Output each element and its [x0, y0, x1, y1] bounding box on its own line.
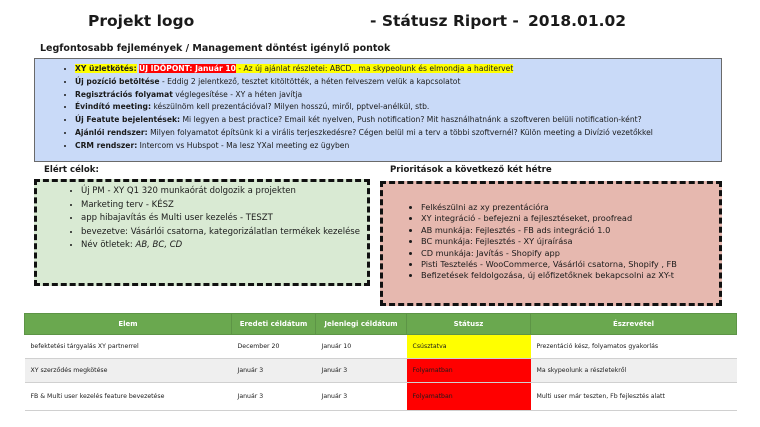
col-header-original-date: Eredeti céldátum [232, 314, 316, 335]
item-text: - Az új ajánlat részletei: ABCD.. ma skypeolunk és elmondja a haditervet [235, 64, 514, 73]
goals-label: Elért célok: [44, 165, 99, 175]
priorities-list [383, 184, 719, 282]
cell-original-date: December 20 [232, 335, 316, 359]
project-logo: Projekt logo [88, 12, 195, 30]
list-item [75, 101, 721, 114]
list-item [75, 127, 721, 140]
goals-box [34, 179, 370, 286]
col-header-item: Elem [25, 314, 232, 335]
list-item: • Befizetések feldolgozása, új előfizetőknek bekapcsolni az XY-t [421, 270, 719, 281]
item-key: Új pozíció betöltése [75, 76, 160, 86]
list-item: • bevezetve: Vásárlói csatorna, kategorizálatlan termékek kezelése [81, 226, 367, 240]
item-key: CRM rendszer: [75, 140, 138, 150]
list-item [81, 239, 367, 253]
cell-current-date: Január 3 [316, 359, 407, 383]
status-badge: Csúsztatva [407, 335, 531, 359]
item-italic: AB, BC, CD [135, 240, 183, 251]
list-item: • BC munkája: Fejlesztés - XY újraírása [421, 236, 719, 247]
list-item: • Marketing terv - KÉSZ [81, 199, 367, 213]
status-table [24, 313, 737, 411]
item-text: készülnöm kell prezentációval? Milyen hosszú, miről, pptvel-anélkül, stb. [151, 102, 430, 112]
list-item: • app hibajavítás és Multi user kezelés - TESZT [81, 212, 367, 226]
list-item: • XY integráció - befejezni a fejlesztéseket, proofread [421, 213, 719, 224]
cell-current-date: Január 3 [316, 383, 407, 411]
table-row [25, 335, 737, 359]
status-badge: Folyamatban [407, 359, 531, 383]
list-item [75, 114, 721, 127]
table-row [25, 383, 737, 411]
list-item: • Felkészülni az xy prezentációra [421, 202, 719, 213]
report-title: - Státusz Riport - [370, 12, 519, 30]
cell-item: XY szerződés megkötése [25, 359, 232, 383]
col-header-status: Státusz [407, 314, 531, 335]
item-key: Ajánlói rendszer: [75, 127, 148, 137]
report-date: 2018.01.02 [528, 12, 627, 30]
table-row [25, 359, 737, 383]
item-text: véglegesítése - XY a héten javítja [172, 89, 303, 99]
priorities-label: Prioritások a következő két hétre [390, 165, 552, 175]
cell-current-date: Január 10 [316, 335, 407, 359]
list-item: • AB munkája: Fejlesztés - FB ads integráció 1.0 [421, 225, 719, 236]
list-item [75, 76, 721, 89]
new-date-flag: ÚJ IDŐPONT: Január 10 [139, 64, 236, 73]
priorities-box [380, 181, 722, 306]
list-item: • Új PM - XY Q1 320 munkaórát dolgozik a projekten [81, 185, 367, 199]
goals-list [37, 182, 367, 253]
item-text: Milyen folyamatot építsünk ki a virális terjeszkedésre? Cégen belül mi a terv a többi szoftvernél? Külön meeting a Divízió vezetőkkel [147, 127, 653, 137]
cell-notes: Prezentáció kész, folyamatos gyakorlás [531, 335, 737, 359]
table-header-row [25, 314, 737, 335]
key-developments-box [34, 58, 722, 162]
item-key: Regisztrációs folyamat [75, 89, 173, 99]
cell-original-date: Január 3 [232, 383, 316, 411]
status-badge: Folyamatban [407, 383, 531, 411]
list-item [75, 140, 721, 153]
key-developments-title: Legfontosabb fejlemények / Management döntést igénylő pontok [40, 43, 391, 54]
cell-item: FB & Multi user kezelés feature bevezetése [25, 383, 232, 411]
cell-notes: Multi user már teszten, Fb fejlesztés alatt [531, 383, 737, 411]
item-text: Mi legyen a best practice? Email két nyelven, Push notification? Mit használhatnánk a szoftveren belüli notification-ként? [180, 115, 642, 125]
key-developments-list [35, 59, 721, 153]
item-key: XY üzletkötés: [75, 64, 137, 73]
item-key: Évindító meeting: [75, 102, 152, 112]
list-item [75, 89, 721, 102]
col-header-notes: Észrevétel [531, 314, 737, 335]
cell-item: befektetési tárgyalás XY partnerrel [25, 335, 232, 359]
list-item: • Pisti Tesztelés - WooCommerce, Vásárlói csatorna, Shopify , FB [421, 259, 719, 270]
list-item [75, 63, 721, 76]
item-text: Intercom vs Hubspot - Ma lesz YXal meeting ez ügyben [137, 140, 350, 150]
list-item: • CD munkája: Javítás - Shopify app [421, 248, 719, 259]
cell-notes: Ma skypeolunk a részletekről [531, 359, 737, 383]
item-text: - Eddig 2 jelentkező, tesztet kitöltötték, a héten felveszem velük a kapcsolatot [159, 76, 461, 86]
cell-original-date: Január 3 [232, 359, 316, 383]
col-header-current-date: Jelenlegi céldátum [316, 314, 407, 335]
item-prefix: Név ötletek: [81, 240, 136, 251]
item-key: Új Featute bejelentések: [75, 115, 181, 125]
